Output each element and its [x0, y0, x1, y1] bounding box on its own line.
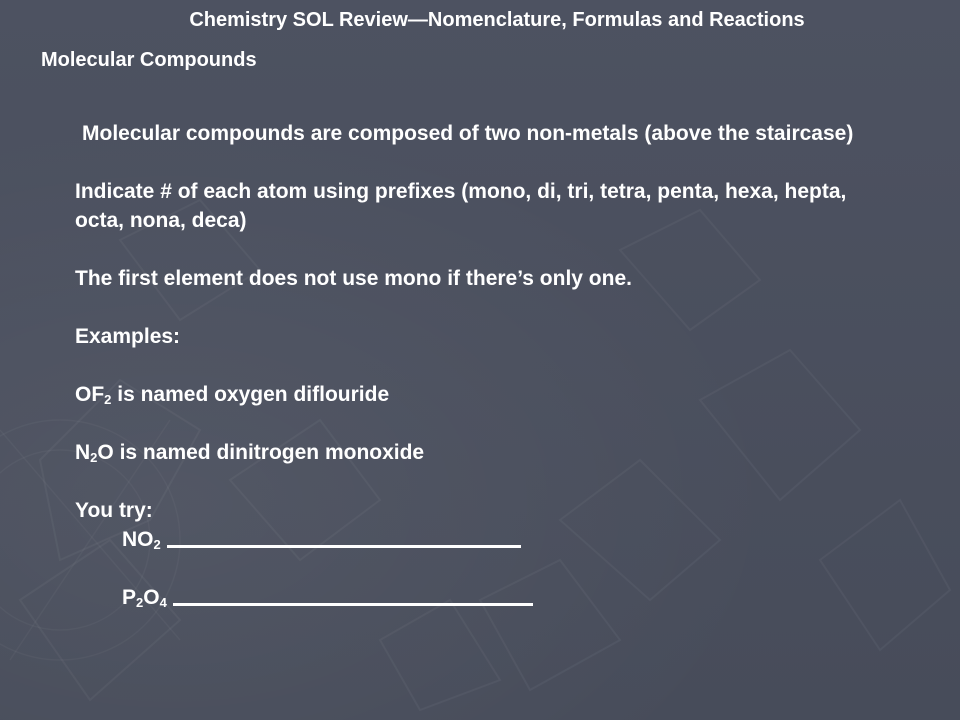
you-try-label: You try:: [75, 499, 153, 522]
you-try-2-formula-element-2: O: [143, 586, 160, 609]
example-1-formula-subscript: 2: [104, 392, 112, 407]
you-try-item-2: [75, 583, 875, 612]
answer-blank-1: [167, 527, 521, 548]
you-try-1-formula-subscript: 2: [153, 537, 161, 552]
example-1-formula-element: OF: [75, 383, 105, 406]
answer-blank-2: [173, 585, 533, 606]
examples-label: Examples:: [75, 325, 181, 348]
header-title: Chemistry SOL Review—Nomenclature, Formulas and Reactions: [189, 9, 805, 31]
example-2-formula-subscript: 2: [90, 450, 98, 465]
section-title: Molecular Compounds: [41, 49, 257, 71]
prefixes-paragraph: Indicate # of each atom using prefixes (mono, di, tri, tetra, penta, hexa, hepta, octa, nona, deca): [75, 180, 847, 232]
you-try-2-formula-subscript-2: 4: [159, 595, 167, 610]
you-try-2-formula-element: P: [122, 586, 137, 609]
definition-paragraph: Molecular compounds are composed of two non-metals (above the staircase): [82, 122, 854, 145]
first-element-rule: The first element does not use mono if there’s only one.: [75, 267, 632, 290]
slide-content: [75, 119, 875, 612]
example-1: [75, 380, 875, 409]
example-2-formula-element-2: O: [97, 441, 114, 464]
you-try-item-1: [75, 525, 875, 554]
example-1-text: is named oxygen diflouride: [111, 383, 390, 406]
you-try-2-formula-subscript: 2: [136, 595, 144, 610]
example-2-text: is named dinitrogen monoxide: [113, 441, 425, 464]
you-try-1-formula-element: NO: [122, 528, 154, 551]
example-2: [75, 438, 875, 467]
example-2-formula-element: N: [75, 441, 91, 464]
